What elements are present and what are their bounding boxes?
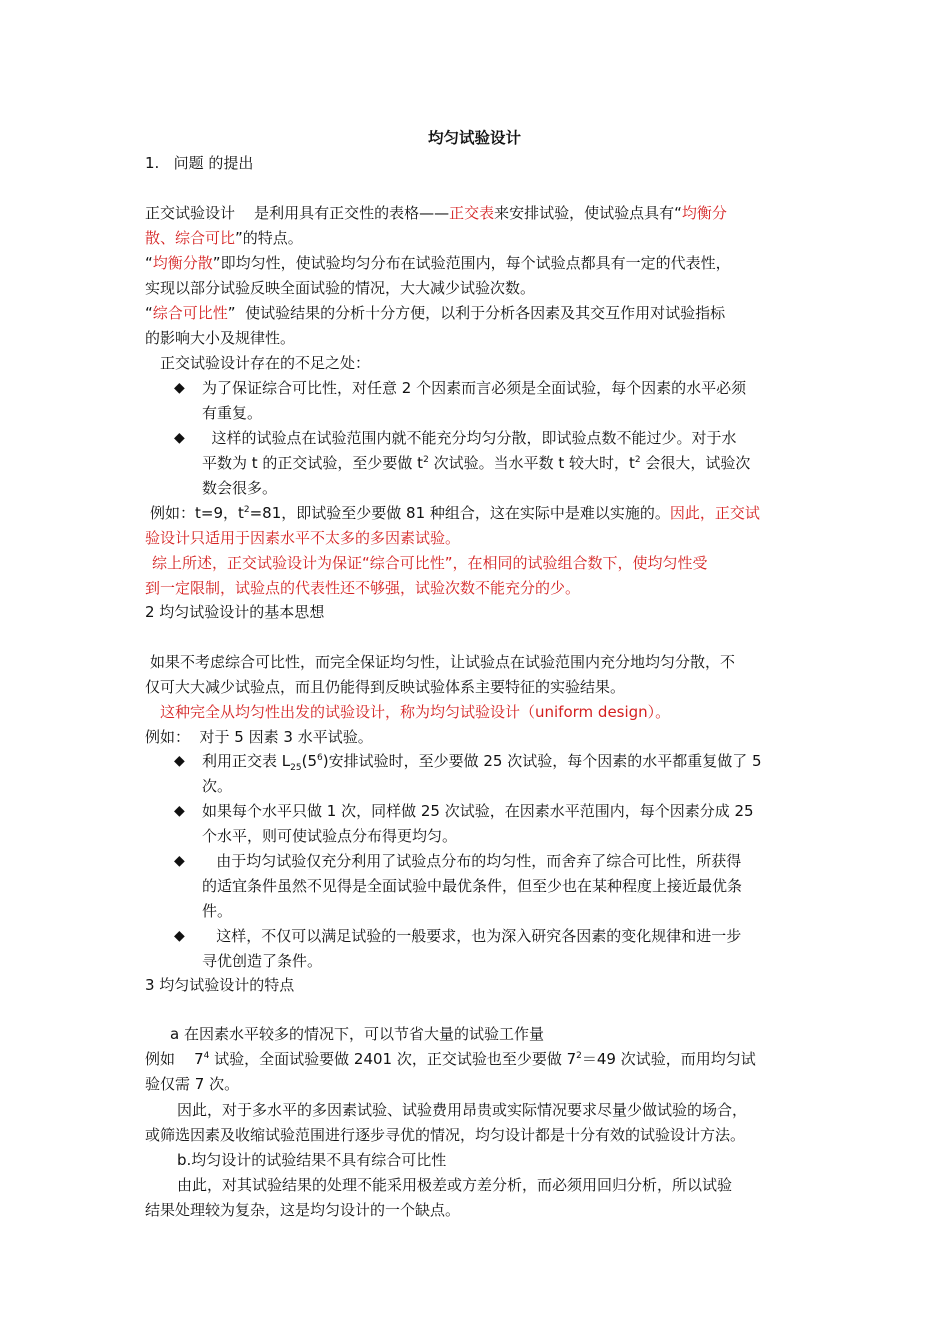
paragraph-line [145,203,727,223]
list-item-line: 由于均匀试验仅充分利用了试验点分布的均匀性，而舍弃了综合可比性，所获得 [202,852,742,870]
highlight-text: 因此，正交试 [669,504,760,522]
highlight-text: 正交表 [449,204,495,222]
paragraph-line: b.均匀设计的试验结果不具有综合可比性 [177,1151,447,1169]
diamond-bullet-icon: ◆ [174,853,185,869]
paragraph-line: 或筛选因素及收缩试验范围进行逐步寻优的情况，均匀设计都是十分有效的试验设计方法。 [145,1126,746,1144]
paragraph-line [145,228,303,248]
list-item-line: 如果每个水平只做 1 次，同样做 25 次试验，在因素水平范围内，每个因素分成 25 [202,802,754,820]
superscript: 4 [203,1051,210,1061]
diamond-bullet-icon: ◆ [174,753,185,769]
paragraph-line: 由此，对其试验结果的处理不能采用极差或方差分析，而必须用回归分析，所以试验 [177,1176,733,1194]
paragraph-line [145,1049,756,1069]
text-span: 例如：t=9，t [150,504,244,522]
paragraph-line: 例如： 对于 5 因素 3 水平试验。 [145,728,373,746]
paragraph-line: 实现以部分试验反映全面试验的情况，大大减少试验次数。 [145,279,536,297]
subscript: 25 [290,763,302,773]
superscript: 2 [243,505,250,515]
paragraph-line: 这种完全从均匀性出发的试验设计，称为均匀试验设计（uniform design）。 [160,703,671,721]
paragraph-line: 正交试验设计存在的不足之处： [160,354,371,372]
text-span: 会很大，试验次 [640,454,751,472]
diamond-bullet-icon: ◆ [174,803,185,819]
paragraph-line [145,303,725,323]
paragraph-line: 验设计只适用于因素水平不太多的多因素试验。 [145,529,461,547]
diamond-bullet-icon: ◆ [174,928,185,944]
list-item-line: 数会很多。 [202,479,278,497]
text-span: ＝49 次试验，而用均匀试 [581,1050,756,1068]
diamond-bullet-icon: ◆ [174,380,185,396]
highlight-text: 均衡分散 [152,254,213,272]
text-span: ”的特点。 [235,229,303,247]
superscript: 2 [634,455,641,465]
list-item-line: 有重复。 [202,404,263,422]
list-item-line: 次。 [202,777,233,795]
text-span: 来安排试验，使试验点具有“ [494,204,682,222]
list-item-line [202,453,750,473]
text-span: 正交试验设计 是利用具有正交性的表格—— [145,204,450,222]
list-item-line: 寻优创造了条件。 [202,952,323,970]
text-span: 例如 7 [145,1050,204,1068]
paragraph-line: 结果处理较为复杂，这是均匀设计的一个缺点。 [145,1201,461,1219]
text-span: 次试验。当水平数 t 较大时，t [428,454,635,472]
list-item-line: 这样的试验点在试验范围内就不能充分均匀分散，即试验点数不能过少。对于水 [202,429,737,447]
list-item-line: 个水平，则可使试验点分布得更均匀。 [202,827,458,845]
paragraph-line: 验仅需 7 次。 [145,1075,240,1093]
paragraph-line: a 在因素水平较多的情况下，可以节省大量的试验工作量 [170,1025,544,1043]
text-span: 试验，全面试验要做 2401 次，正交试验也至少要做 7 [209,1050,577,1068]
paragraph-line: 因此，对于多水平的多因素试验、试验费用昂贵或实际情况要求尽量少做试验的场合， [177,1101,748,1119]
diamond-bullet-icon: ◆ [174,430,185,446]
paragraph-line [150,503,760,523]
page-title: 均匀试验设计 [428,129,522,147]
text-span: =81，即试验至少要做 81 种组合，这在实际中是难以实施的。 [249,504,670,522]
text-span: “ [145,254,153,272]
list-item-line: 的适宜条件虽然不见得是全面试验中最优条件，但至少也在某种程度上接近最优条 [202,877,743,895]
paragraph-line: 到一定限制，试验点的代表性还不够强，试验次数不能充分的少。 [145,579,581,597]
text-span: 平数为 t 的正交试验，至少要做 t [202,454,424,472]
paragraph-line: 仅可大大减少试验点，而且仍能得到反映试验体系主要特征的实验结果。 [145,678,626,696]
highlight-text: 综合可比性 [152,304,228,322]
paragraph-line: 的影响大小及规律性。 [145,329,296,347]
superscript: 2 [576,1051,582,1061]
paragraph-line: 综上所述，正交试验设计为保证“综合可比性”，在相同的试验组合数下，使均匀性受 [152,554,708,572]
text-span: 利用正交表 L [202,752,291,770]
paragraph-line: 如果不考虑综合可比性，而完全保证均匀性，让试验点在试验范围内充分地均匀分散，不 [150,653,736,671]
section-3-heading: 3 均匀试验设计的特点 [145,976,295,994]
text-span: ” 使试验结果的分析十分方便，以利于分析各因素及其交互作用对试验指标 [227,304,726,322]
highlight-text: 散、综合可比 [145,229,236,247]
list-item-line: 件。 [202,902,233,920]
list-item-line: 这样，不仅可以满足试验的一般要求，也为深入研究各因素的变化规律和进一步 [202,927,742,945]
text-span: ”即均匀性，使试验均匀分布在试验范围内，每个试验点都具有一定的代表性， [212,254,731,272]
list-item-line: 为了保证综合可比性，对任意 2 个因素而言必须是全面试验，每个因素的水平必须 [202,379,747,397]
paragraph-line [145,253,731,273]
text-span: (5 [301,752,317,770]
highlight-text: 均衡分 [681,204,727,222]
text-span: “ [145,304,153,322]
section-1-heading: 1. 问题 的提出 [145,154,254,172]
superscript: 6 [317,753,323,763]
superscript: 2 [423,455,429,465]
section-2-heading: 2 均匀试验设计的基本思想 [145,603,325,621]
list-item-line [202,751,762,771]
text-span: )安排试验时，至少要做 25 次试验，每个因素的水平都重复做了 5 [322,752,762,770]
